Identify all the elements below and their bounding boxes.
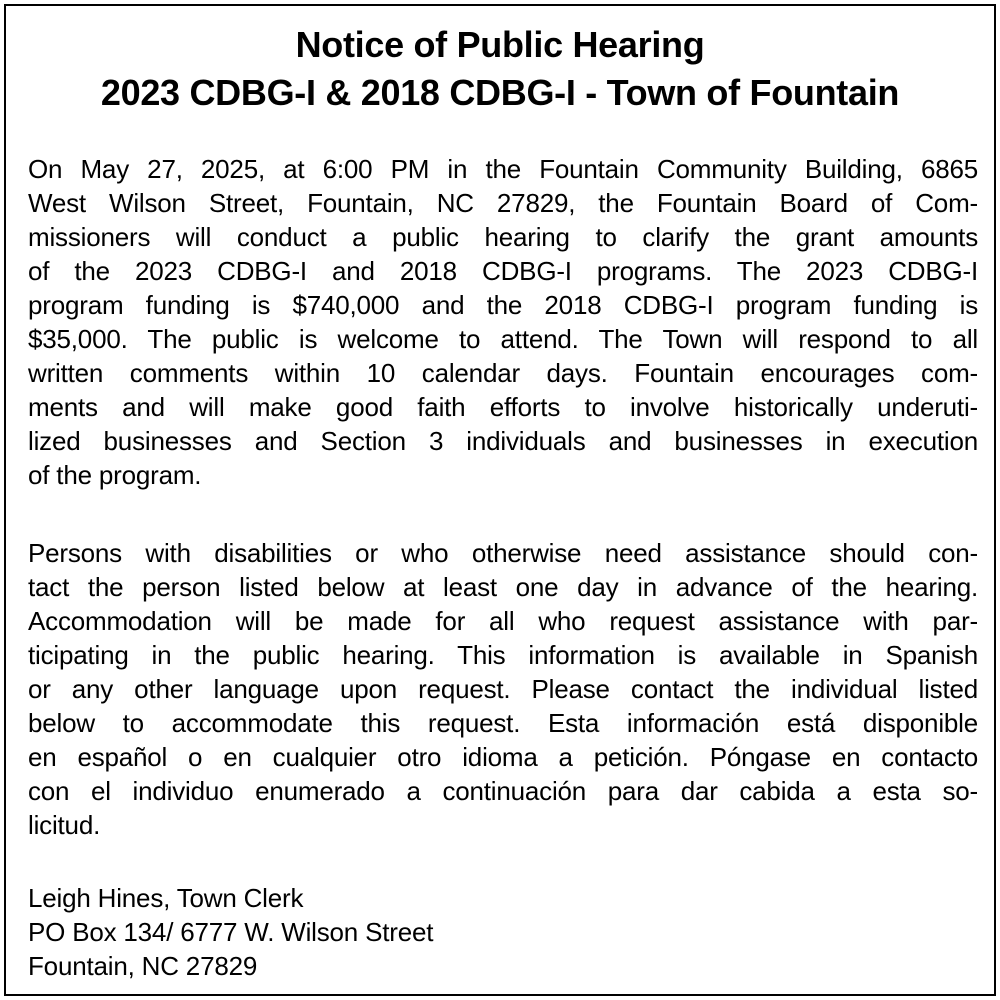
paragraph-line: of the program.	[28, 460, 202, 490]
paragraph-line: missioners will conduct a public hearing to clarify the grant amounts	[28, 222, 978, 252]
paragraph-line: Accommodation will be made for all who request assistance with par-	[28, 606, 978, 636]
paragraph-line: or any other language upon request. Please contact the individual listed	[28, 674, 978, 704]
public-notice	[4, 4, 996, 996]
paragraph-line: ments and will make good faith efforts to involve historically underuti-	[28, 392, 978, 422]
paragraph-line: West Wilson Street, Fountain, NC 27829, the Fountain Board of Com-	[28, 188, 978, 218]
accessibility-paragraph	[28, 536, 978, 842]
notice-title	[6, 21, 994, 117]
paragraph-line: below to accommodate this request. Esta información está disponible	[28, 708, 978, 738]
paragraph-line: tact the person listed below at least one day in advance of the hearing.	[28, 572, 978, 602]
title-line-2: 2023 CDBG-I & 2018 CDBG-I - Town of Fountain	[100, 72, 900, 113]
paragraph-line: ticipating in the public hearing. This information is available in Spanish	[28, 640, 978, 670]
contact-address: PO Box 134/ 6777 W. Wilson Street	[28, 917, 434, 947]
paragraph-line: written comments within 10 calendar days. Fountain encourages com-	[28, 358, 978, 388]
paragraph-line: con el individuo enumerado a continuación para dar cabida a esta so-	[28, 776, 978, 806]
paragraph-line: en español o en cualquier otro idioma a petición. Póngase en contacto	[28, 742, 978, 772]
title-line-1: Notice of Public Hearing	[295, 24, 705, 65]
paragraph-line: On May 27, 2025, at 6:00 PM in the Fountain Community Building, 6865	[28, 154, 978, 184]
contact-name: Leigh Hines, Town Clerk	[28, 883, 304, 913]
paragraph-line: $35,000. The public is welcome to attend. The Town will respond to all	[28, 324, 978, 354]
paragraph-line: of the 2023 CDBG-I and 2018 CDBG-I programs. The 2023 CDBG-I	[28, 256, 978, 286]
contact-city: Fountain, NC 27829	[28, 951, 258, 981]
hearing-details-paragraph	[28, 152, 978, 492]
paragraph-line: lized businesses and Section 3 individuals and businesses in execution	[28, 426, 978, 456]
paragraph-line: Persons with disabilities or who otherwise need assistance should con-	[28, 538, 978, 568]
contact-block	[28, 881, 978, 983]
paragraph-line: program funding is $740,000 and the 2018 CDBG-I program funding is	[28, 290, 978, 320]
paragraph-line: licitud.	[28, 810, 101, 840]
